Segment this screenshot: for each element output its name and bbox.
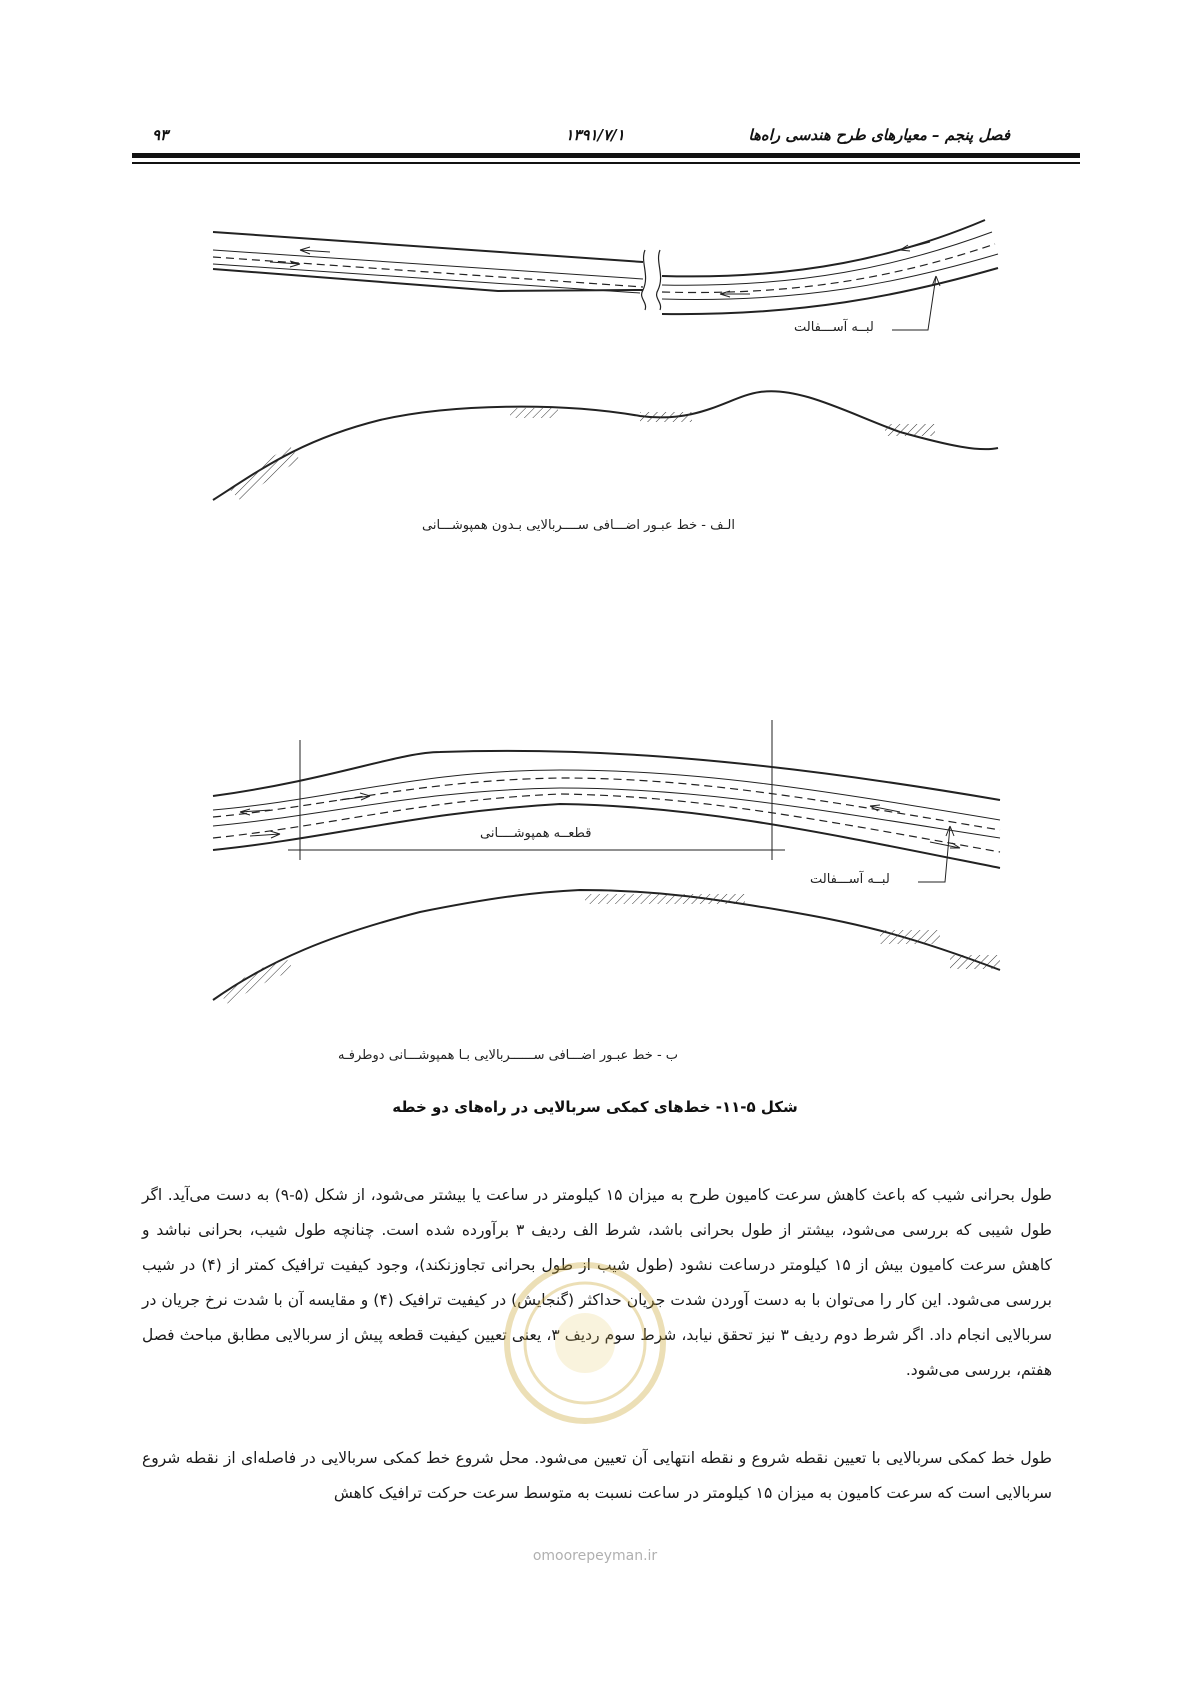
figure-b-profile bbox=[213, 890, 1000, 1004]
figure-a-profile bbox=[213, 391, 998, 500]
paragraph-climbing-lane-length: طول خط کمکی سربالایی با تعیین نقطه شروع و نقطه انتهایی آن تعیین می‌شود. محل شروع خط کمکی سربالایی در فاصله‌ای از نقطه شروع سربالایی است که سرعت کامیون به میزان ۱۵ کیلومتر در ساعت نسبت به متوسط سرعت حرکت ترافیک کاهش bbox=[142, 1448, 1052, 1502]
figure-b-edge-label: لبــه آســـفالت bbox=[810, 872, 890, 887]
watermark-url: omoorepeyman.ir bbox=[532, 1548, 658, 1564]
figure-b-plan bbox=[213, 720, 1000, 882]
figure-a-plan bbox=[213, 220, 998, 330]
watermark-logo bbox=[500, 1258, 670, 1428]
figure-b-caption: ب - خط عبـور اضـــافی ســــــربالایی بـا همپوشـــانی دوطرفـه bbox=[338, 1048, 679, 1063]
chapter-title: فصل پنجم – معیارهای طرح هندسی راه‌ها bbox=[748, 126, 1010, 144]
page-number: ۹۳ bbox=[152, 126, 169, 144]
header-date: ۱۳۹۱/۷/۱ bbox=[565, 126, 625, 144]
paragraph-critical-grade: طول بحرانی شیب که باعث کاهش سرعت کامیون طرح به میزان ۱۵ کیلومتر در ساعت یا بیشتر می‌شود، از شکل (۵-۹) به دست می‌آید. اگر طول شیبی که بررسی می‌شود، بیشتر از طول بحرانی باشد، شرط الف ردیف ۳ برآورده شده است. چنانچه طول شیب، بحرانی نباشد و کاهش سرعت کامیون بیش از ۱۵ کیلومتر درساعت نشود (طول شیب از طول بحرانی تجاوزنکند)، وجود کیفیت ترافیک کمتر از (۴) در شیب بررسی می‌شود. این کار را می‌توان با به دست آوردن شدت جریان حداکثر (گنجایش) در کیفیت ترافیک (۴) و مقایسه آن با شدت نرخ جریان در سربالایی انجام داد. اگر شرط دوم ردیف ۳ نیز تحقق نیابد، شرط سوم ردیف ۳، یعنی تعیین کیفیت قطعه پیش از سربالایی مطابق مباحث فصل هفتم، بررسی می‌شود. bbox=[142, 1185, 1053, 1379]
figure-b-overlap-label: قطعــه همپوشــــانی bbox=[480, 826, 592, 841]
figure-a-edge-label: لبــه آســـفالت bbox=[794, 320, 874, 335]
figure-title: شکل ۵-۱۱- خط‌های کمکی سربالایی در راه‌های دو خطه bbox=[392, 1098, 798, 1116]
figure-a-caption: الـف - خط عبـور اضـــافی ســــربالایی بـدون همپوشـــانی bbox=[422, 518, 735, 533]
